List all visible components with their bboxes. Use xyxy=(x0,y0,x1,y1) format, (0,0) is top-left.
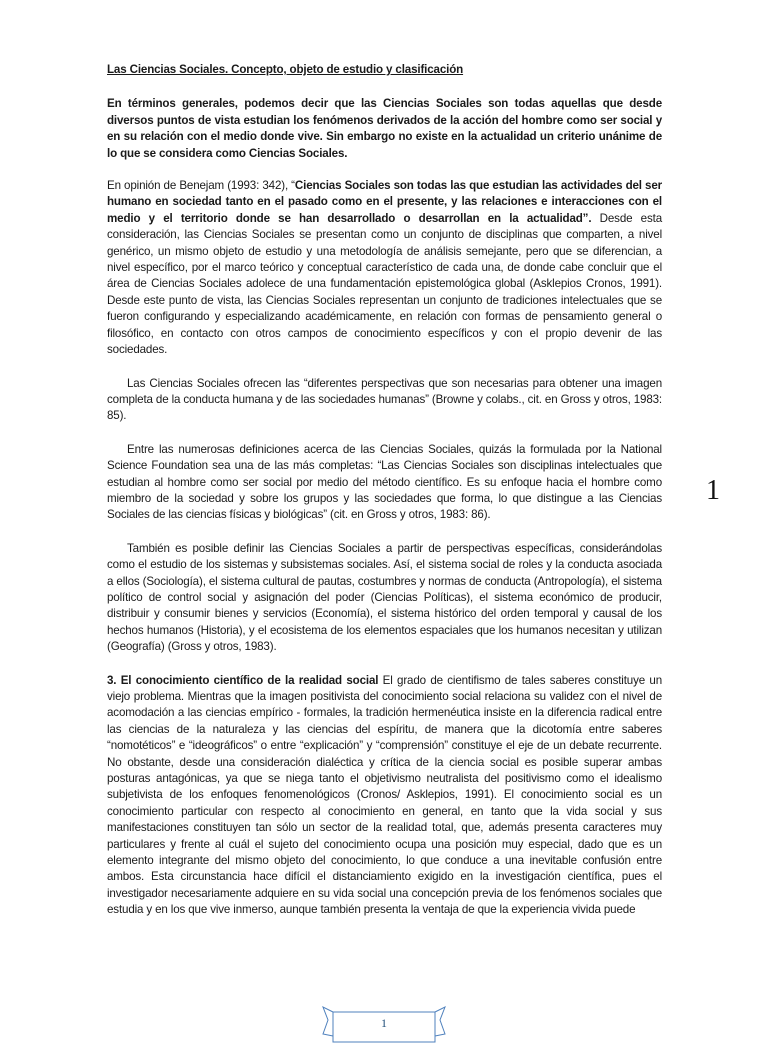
paragraph-perspectives: Las Ciencias Sociales ofrecen las “diferentes perspectivas que son necesarias para obtener una imagen completa de la conducta humana y de las sociedades humanas” (Browne y colabs., cit. en Gross y otros, 1983: 85). xyxy=(107,376,662,423)
footer-page-number xyxy=(319,1004,449,1050)
paragraph-benejam xyxy=(107,178,662,358)
paragraph-benejam-pre: En opinión de Benejam (1993: 342), “ xyxy=(107,179,295,193)
section-text: El grado de cientifismo de tales saberes constituye un viejo problema. Mientras que la imagen positivista del conocimiento social relaciona su validez con el nivel de acomodación a las ciencias empírico - formales, la tradición hermenéutica insiste en la diferencia radical entre las ciencias de la naturaleza y las ciencias del espíritu, de manera que la dicotomía entre saberes “nomotéticos” e “ideográficos” o entre “explicación” y “comprensión” constituye el eje de un debate recurrente. No obstante, desde una consideración dialéctica y crítica de la ciencia social es posible superar ambas posturas antagónicas, ya que se niega tanto el objetivismo neutralista del positivismo como el idealismo subjetivista de los enfoques fenomenológicos (Cronos/ Asklepios, 1991). El conocimiento social es un conocimiento particular con respecto al conocimiento en general, en tanto que la vida social y sus manifestaciones constituyen tan sólo un sector de la realidad total, que, además presenta caracteres muy particulares y frente al cuál el sujeto del conocimiento ocupa una posición muy especial, dado que es un elemento integrante del mismo objeto del conocimiento, lo que conduce a una inevitable confusión entre ambos. Esta circunstancia hace difícil el distanciamiento exigido en la investigación científica, pues el investigador necesariamente adquiere en su vida social una concepción previa de los fenómenos sociales que estudia y en los que vive inmerso, aunque también presenta la ventaja de que la experiencia vivida puede xyxy=(107,673,663,917)
paragraph-scientific-knowledge xyxy=(107,673,662,919)
document-body xyxy=(107,62,662,936)
document-title: Las Ciencias Sociales. Concepto, objeto de estudio y clasificación xyxy=(107,63,464,76)
intro-paragraph: En términos generales, podemos decir que las Ciencias Sociales son todas aquellas que desde diversos puntos de vista estudian los fenómenos derivados de la acción del hombre como ser social y en su relación con el medio donde vive. Sin embargo no existe en la actualidad un criterio unánime de lo que se considera como Ciencias Sociales. xyxy=(107,97,662,160)
paragraph-nsf-definition: Entre las numerosas definiciones acerca de las Ciencias Sociales, quizás la formulada por la National Science Foundation sea una de las más completas: “Las Ciencias Sociales son disciplinas intelectuales que estudian al hombre como ser social por medio del método científico. Es su enfoque hacia el hombre como miembro de la sociedad y sobre los grupos y las sociedades que forma, lo que distingue a las Ciencias Sociales de las ciencias físicas y biológicas” (cit. en Gross y otros, 1983: 86). xyxy=(107,442,662,522)
margin-page-number: 1 xyxy=(706,475,720,506)
paragraph-benejam-post: Desde esta consideración, las Ciencias Sociales se presentan como un conjunto de disciplinas que comparten, a nivel genérico, un mismo objeto de estudio y una metodología de análisis semejante, pero que se diferencian, a nivel específico, por el marco teórico y conceptual característico de cada una, de donde cabe concluir que el área de Ciencias Sociales adolece de una fundamentación epistemológica global (Asklepios Cronos, 1991). Desde este punto de vista, las Ciencias Sociales representan un conjunto de tradiciones intelectuales que se fueron configurando y especializando académicamente, en relación con formas de pensamiento general o filosófico, en contacto con otros campos de conocimiento específicos y con el propio devenir de las sociedades. xyxy=(107,211,662,357)
benejam-quote: Ciencias Sociales son todas las que estudian las actividades del ser humano en sociedad tanto en el pasado como en el presente, y las relaciones e interacciones con el medio y el territorio donde se han desarrollado o desarrollan en la actualidad”. xyxy=(107,179,662,225)
footer-page-label: 1 xyxy=(381,1016,387,1030)
section-heading: 3. El conocimiento científico de la realidad social xyxy=(107,673,379,687)
paragraph-systems: También es posible definir las Ciencias Sociales a partir de perspectivas específicas, considerándolas como el estudio de los sistemas y subsistemas sociales. Así, el sistema social de roles y la conducta asociada a ellos (Sociología), el sistema cultural de pautas, costumbres y normas de conducta (Antropología), el sistema político de control social y asignación del poder (Ciencias Políticas), el sistema económico de producir, distribuir y consumir bienes y servicios (Economía), el sistema histórico del orden temporal y causal de los hechos humanos (Historia), y el ecosistema de los elementos espaciales que los humanos necesitan y utilizan (Geografía) (Gross y otros, 1983). xyxy=(107,541,662,654)
